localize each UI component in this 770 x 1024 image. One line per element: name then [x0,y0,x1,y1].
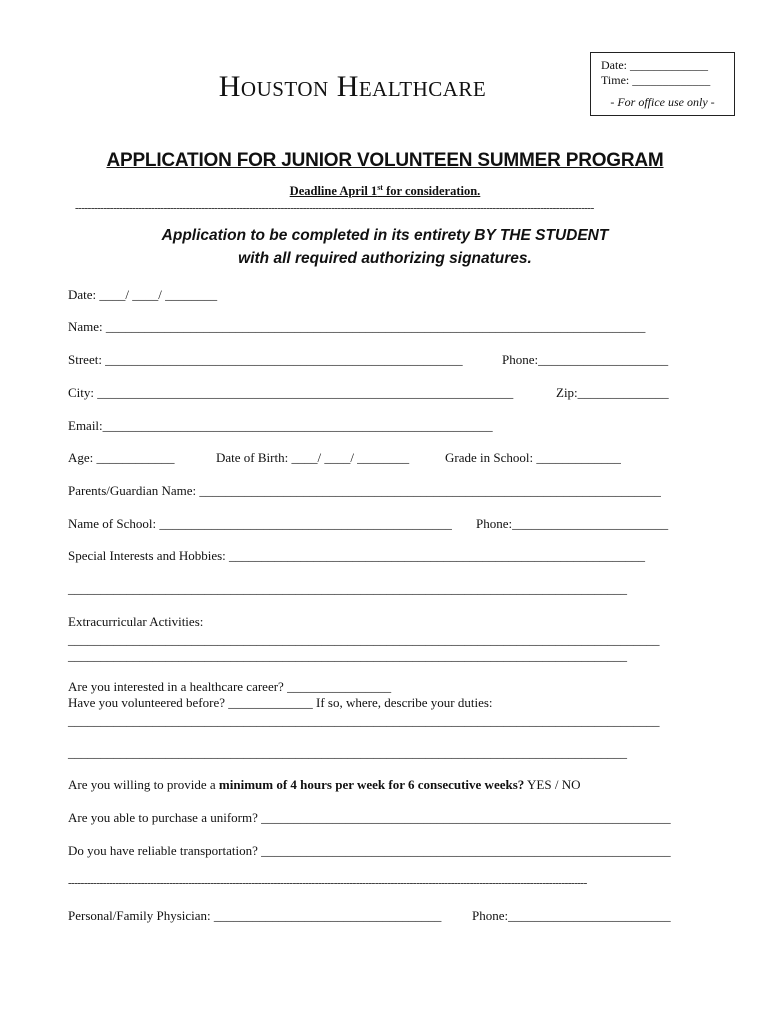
instruction-line-2: with all required authorizing signatures. [238,250,532,267]
physician-phone-field[interactable]: Phone:_________________________ [472,908,671,923]
organization-name: Houston Healthcare [218,70,487,103]
interests-field[interactable]: Special Interests and Hobbies: ________________________________________________________________ [68,548,646,563]
deadline-text-end: for consideration. [382,184,481,199]
deadline-notice [0,183,770,199]
activities-label: Extracurricular Activities: [68,614,204,629]
activities-line-1[interactable]: ___________________________________________________________________________________________ [68,632,660,647]
school-name-field[interactable]: Name of School: _____________________________________________ [68,516,452,531]
commitment-text: Are you willing to provide a [68,777,219,792]
uniform-field[interactable]: Are you able to purchase a uniform? _______________________________________________________________ [68,810,671,825]
street-phone-field[interactable]: Phone:____________________ [502,352,669,367]
commitment-question [68,777,581,793]
yes-no-choice[interactable]: YES / NO [524,777,581,792]
email-field[interactable]: Email:____________________________________________________________ [68,418,493,433]
transportation-field[interactable]: Do you have reliable transportation? _______________________________________________________________ [68,843,671,858]
interests-line-2[interactable]: ______________________________________________________________________________________ [68,581,627,596]
physician-field[interactable]: Personal/Family Physician: ___________________________________ [68,908,442,923]
street-field[interactable]: Street: _______________________________________________________ [68,352,463,367]
city-field[interactable]: City: ________________________________________________________________ [68,385,514,400]
zip-field[interactable]: Zip:______________ [556,385,669,400]
date-field[interactable]: Date: ____/ ____/ ________ [68,287,218,302]
instruction-line-1: Application to be completed in its entirety BY THE STUDENT [161,227,609,244]
date-of-birth-field[interactable]: Date of Birth: ____/ ____/ ________ [216,450,410,465]
volunteered-line-1[interactable]: ___________________________________________________________________________________________ [68,713,660,728]
section-divider-2: -------------------------------------------------------------------------------------------------------------------------------------------------------------------- [68,877,587,889]
age-field[interactable]: Age: ____________ [68,450,175,465]
section-divider: -------------------------------------------------------------------------------------------------------------------------------------------------------------------- [75,202,594,214]
guardian-name-field[interactable]: Parents/Guardian Name: _______________________________________________________________________ [68,483,661,498]
activities-line-2[interactable]: ______________________________________________________________________________________ [68,648,627,663]
form-title: APPLICATION FOR JUNIOR VOLUNTEEN SUMMER PROGRAM [106,150,664,171]
deadline-ordinal: st [377,183,383,192]
career-interest-field[interactable]: Are you interested in a healthcare career? ________________ [68,679,392,694]
office-time-field[interactable]: Time: _____________ [601,73,711,87]
deadline-text: Deadline April 1 [289,184,378,199]
grade-field[interactable]: Grade in School: _____________ [445,450,621,465]
name-field[interactable]: Name: ___________________________________________________________________________________ [68,319,646,334]
school-phone-field[interactable]: Phone:________________________ [476,516,669,531]
volunteered-line-2[interactable]: ______________________________________________________________________________________ [68,745,627,760]
commitment-requirement: minimum of 4 hours per week for 6 consecutive weeks? [218,777,525,792]
volunteered-before-field[interactable]: Have you volunteered before? _____________ If so, where, describe your duties: [68,695,493,710]
office-use-note: - For office use only - [610,95,715,109]
office-date-field[interactable]: Date: _____________ [601,58,708,72]
